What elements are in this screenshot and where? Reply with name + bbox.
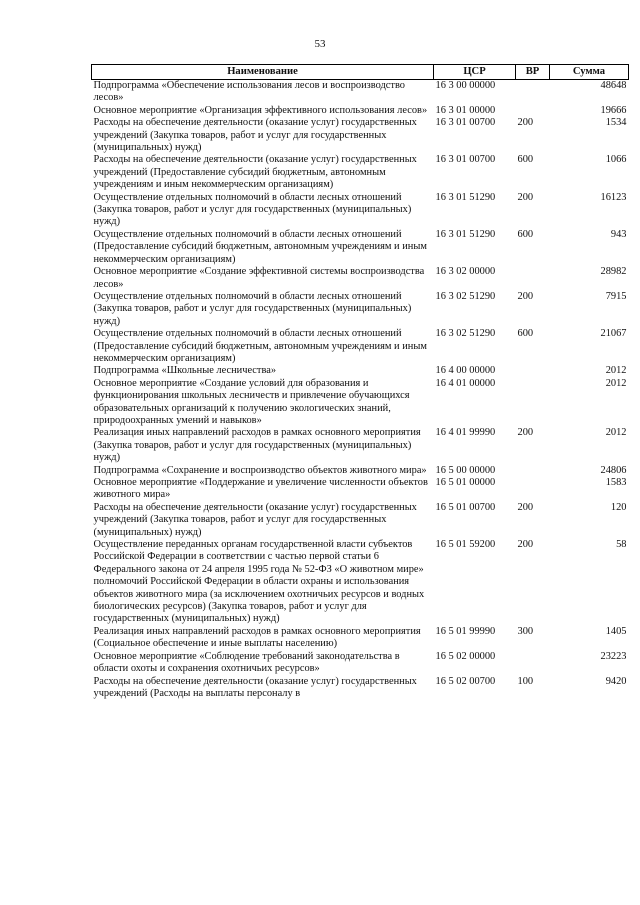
table-row [92, 427, 629, 464]
row-name-cell: Основное мероприятие «Создание условий для образования и функционирования школьных лесничеств и привлечение обучающихся образовательных организаций к получению экологических знаний, природоохранных умений и навыков» [93, 377, 410, 426]
row-vr-cell [516, 477, 550, 502]
row-name-cell: Осуществление отдельных полномочий в области лесных отношений (Закупка товаров, работ и услуг для государственных (муниципальных) нужд) [93, 191, 412, 228]
row-csr-cell: 16 3 02 00000 [435, 266, 496, 278]
row-vr-cell [516, 80, 550, 105]
row-name-cell: Расходы на обеспечение деятельности (оказание услуг) государственных учреждений (Предоставление субсидий бюджетным, автономным учреждениям и иным некоммерческим организациям) [93, 154, 417, 191]
row-csr-cell: 16 4 01 99990 [435, 427, 496, 439]
row-csr-cell: 16 5 02 00700 [435, 675, 496, 687]
page-number: 53 [314, 38, 326, 50]
row-vr-cell: 300 [517, 625, 534, 637]
row-name-cell: Подпрограмма «Обеспечение использования лесов и воспроизводство лесов» [93, 80, 405, 104]
row-name-cell: Расходы на обеспечение деятельности (оказание услуг) государственных учреждений (Закупка товаров, работ и услуг для государственных (муниципальных) нужд) [93, 117, 417, 154]
table-row [92, 539, 629, 626]
header-name: Наименование [92, 65, 434, 80]
table-row [92, 105, 629, 117]
row-sum-cell: 28982 [600, 266, 627, 278]
row-sum-cell: 1583 [605, 477, 627, 488]
table-row [92, 266, 629, 291]
row-csr-cell: 16 5 01 00700 [435, 501, 496, 513]
row-sum-cell: 1405 [605, 625, 627, 637]
row-vr-cell [516, 105, 550, 117]
row-name-cell: Подпрограмма «Сохранение и воспроизводство объектов животного мира» [93, 464, 427, 476]
table-row [92, 229, 629, 266]
row-sum-cell: 16123 [600, 191, 627, 203]
row-vr-cell: 600 [517, 154, 534, 166]
table-row [92, 291, 629, 328]
table-row [92, 365, 629, 377]
row-csr-cell: 16 3 02 51290 [435, 328, 496, 340]
header-sum: Сумма [550, 65, 629, 80]
row-csr-cell: 16 4 00 00000 [435, 365, 496, 377]
row-vr-cell: 600 [517, 228, 534, 240]
row-vr-cell: 200 [517, 290, 534, 302]
table-row [92, 676, 629, 701]
table-row [92, 117, 629, 154]
row-csr-cell: 16 5 00 00000 [435, 464, 496, 476]
budget-table [91, 64, 629, 700]
row-name-cell: Осуществление отдельных полномочий в области лесных отношений (Закупка товаров, работ и услуг для государственных (муниципальных) нужд) [93, 290, 412, 327]
row-name-cell: Основное мероприятие «Соблюдение требований законодательства в области охоты и сохранения охотничьих ресурсов» [93, 650, 400, 675]
row-name-cell: Расходы на обеспечение деятельности (оказание услуг) государственных учреждений (Закупка товаров, работ и услуг для государственных (муниципальных) нужд) [93, 501, 417, 538]
row-vr-cell [516, 266, 550, 291]
row-csr-cell: 16 3 01 51290 [435, 228, 496, 240]
row-vr-cell: 200 [517, 501, 534, 513]
header-vr: ВР [516, 65, 550, 80]
row-sum-cell: 58 [616, 539, 627, 551]
row-sum-cell: 1066 [605, 154, 627, 166]
row-csr-cell: 16 3 01 00000 [435, 104, 496, 116]
row-sum-cell: 120 [610, 501, 627, 513]
table-header-row [92, 65, 629, 80]
row-vr-cell: 100 [517, 675, 534, 687]
row-sum-cell: 2012 [605, 427, 627, 439]
row-sum-cell: 943 [610, 228, 627, 240]
row-name-cell: Осуществление отдельных полномочий в области лесных отношений (Предоставление субсидий бюджетным, автономным учреждениям и иным некоммерческим организациям) [93, 328, 427, 364]
row-vr-cell: 200 [517, 539, 534, 551]
row-sum-cell: 23223 [600, 650, 627, 662]
row-vr-cell: 200 [517, 191, 534, 203]
row-csr-cell: 16 4 01 00000 [435, 377, 496, 389]
table-row [92, 80, 629, 105]
row-sum-cell: 21067 [600, 328, 627, 340]
row-csr-cell: 16 3 00 00000 [435, 80, 496, 91]
table-row [92, 154, 629, 191]
row-name-cell: Расходы на обеспечение деятельности (оказание услуг) государственных учреждений (Расходы на выплаты персоналу в [93, 675, 417, 699]
row-csr-cell: 16 3 01 00700 [435, 117, 496, 129]
table-row [92, 378, 629, 428]
row-name-cell: Осуществление переданных органам государственной власти субъектов Российской Федерации в соответствии с частью первой статьи 6 Федерального закона от 24 апреля 1995 года № 52-ФЗ «О животном мире» полномочий Российской Федерации в области охраны и использования объектов животного мира (за исключением охотничьих ресурсов и водных биологических ресурсов) (Закупка товаров, работ и услуг для государственных (муниципальных) нужд) [93, 539, 425, 625]
row-csr-cell: 16 3 02 51290 [435, 290, 496, 302]
row-vr-cell: 600 [517, 328, 534, 340]
row-csr-cell: 16 3 01 00700 [435, 154, 496, 166]
row-name-cell: Основное мероприятие «Поддержание и увеличение численности объектов животного мира» [93, 477, 428, 501]
row-sum-cell: 2012 [605, 365, 627, 377]
row-name-cell: Осуществление отдельных полномочий в области лесных отношений (Предоставление субсидий бюджетным, автономным учреждениям и иным некоммерческим организациям) [93, 228, 427, 265]
row-name-cell: Основное мероприятие «Создание эффективной системы воспроизводства лесов» [93, 266, 425, 290]
table-row [92, 465, 629, 477]
table-row [92, 477, 629, 502]
row-name-cell: Подпрограмма «Школьные лесничества» [93, 365, 277, 377]
row-sum-cell: 48648 [600, 80, 627, 91]
row-vr-cell: 200 [517, 427, 534, 439]
table-row [92, 651, 629, 676]
table-row [92, 192, 629, 229]
row-name-cell: Реализация иных направлений расходов в рамках основного мероприятия (Закупка товаров, работ и услуг для государственных (муниципальных) нужд) [93, 427, 421, 464]
row-vr-cell [516, 465, 550, 477]
row-csr-cell: 16 3 01 51290 [435, 191, 496, 203]
table-row [92, 626, 629, 651]
row-csr-cell: 16 5 01 59200 [435, 539, 496, 551]
table-row [92, 502, 629, 539]
row-vr-cell [516, 651, 550, 676]
row-csr-cell: 16 5 02 00000 [435, 650, 496, 662]
row-vr-cell [516, 378, 550, 428]
row-vr-cell: 200 [517, 117, 534, 129]
row-sum-cell: 2012 [605, 377, 627, 389]
row-csr-cell: 16 5 01 99990 [435, 625, 496, 637]
row-sum-cell: 7915 [605, 290, 627, 302]
row-sum-cell: 19666 [600, 104, 627, 116]
row-sum-cell: 9420 [605, 675, 627, 687]
header-csr: ЦСР [434, 65, 516, 80]
row-sum-cell: 1534 [605, 117, 627, 129]
row-vr-cell [516, 365, 550, 377]
row-sum-cell: 24806 [600, 464, 627, 476]
row-csr-cell: 16 5 01 00000 [435, 477, 496, 488]
row-name-cell: Основное мероприятие «Организация эффективного использования лесов» [93, 104, 428, 116]
row-name-cell: Реализация иных направлений расходов в рамках основного мероприятия (Социальное обеспечение и иные выплаты населению) [93, 625, 421, 650]
table-row [92, 328, 629, 365]
